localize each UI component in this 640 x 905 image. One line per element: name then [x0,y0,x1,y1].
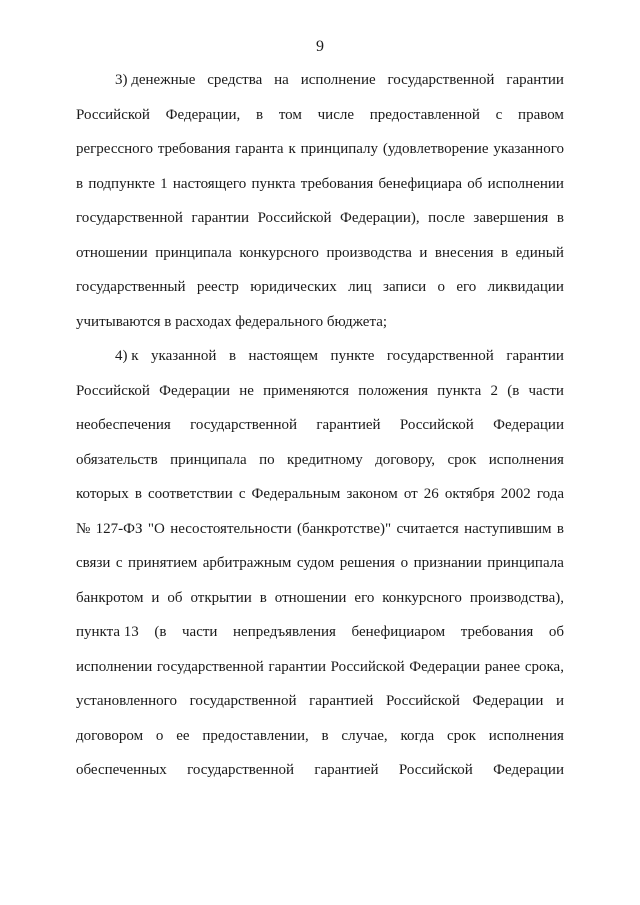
word: в [321,727,329,744]
word: кредитному [287,451,363,468]
word: 127-ФЗ [95,520,143,537]
word: (в [507,382,520,399]
paragraph [76,70,564,346]
word: после [428,210,465,226]
word: государственной [76,210,183,226]
word: гарантии [268,658,327,675]
word: отношении [76,244,148,261]
word: применяются [263,382,350,399]
text-line [76,415,564,450]
text-line [76,553,564,588]
word: Российской [76,106,150,123]
text-line [76,588,564,623]
word: средства [207,72,263,88]
word: конкурсного [382,589,462,606]
text-line [76,243,564,278]
word: том [278,106,302,123]
word: положения [358,382,429,399]
word: года [536,486,564,502]
word: в [76,175,84,192]
word: Федерации, [165,106,241,123]
word: принципалу [300,141,379,157]
word: в [556,210,564,226]
word: требования [157,141,231,157]
word: Федерации [159,382,230,399]
word: арбитражным [202,555,292,571]
word: с [115,555,123,571]
word: учитываются в расходах федерального бюджета; [76,313,388,330]
word: Федерации [493,762,564,778]
word: 2 [490,382,498,399]
text-line [76,174,564,209]
word: срок [447,727,476,744]
word: о [155,727,164,744]
word: бенефициара [378,175,463,192]
word: 2002 [500,486,531,502]
word: государственной [156,658,264,675]
word: государственной [187,762,294,778]
word: и [151,589,160,606]
word: принципала [170,451,247,468]
word: (удовлетворение [382,141,489,157]
word: соответствии [147,486,233,502]
word: исполнения [488,451,564,468]
text-line [76,760,564,795]
word: в [501,244,509,261]
word: связи [76,555,111,571]
word: гарантией [316,417,381,433]
text-line [76,484,564,519]
word: от [403,486,418,502]
word: отношении [274,589,347,606]
word: внесения [434,244,494,261]
word: Федеральным [251,486,341,502]
word: которых [76,486,129,502]
page-number: 9 [316,38,324,55]
word: обеспеченных [76,762,167,778]
word: пункта [437,382,482,399]
word: завершения [473,210,549,226]
word: с [238,486,246,502]
word: ликвидации [487,279,564,295]
word: гарантией [309,693,374,709]
word: установленного [76,693,177,709]
word: наступившим [464,520,552,537]
word: об [467,175,483,192]
word: указанного [493,141,564,157]
word: предоставлении, [202,727,309,744]
word: 26 [423,486,439,502]
word: гарантии [191,210,250,226]
word: пункта [251,175,296,192]
word: 4) к [115,348,139,364]
word: когда [400,727,435,744]
word: регрессного [76,141,153,157]
text-line [76,277,564,312]
text-line [76,726,564,761]
word: гарантией [314,762,379,778]
document-body [76,70,564,795]
word: Федерации), [340,210,420,226]
word: договору, [375,451,436,468]
word: государственной [387,72,495,88]
word: октября [444,486,495,502]
word: принципала [155,244,232,261]
text-line [76,381,564,416]
word: лиц [348,279,372,295]
word: о [400,555,409,571]
word: гарантии [506,348,564,364]
word: предоставленной [369,106,480,123]
word: настоящем [248,348,319,364]
text-line [76,139,564,174]
word: срок [447,451,477,468]
word: ее [176,727,190,744]
word: ранее [484,658,521,675]
word: его [354,589,375,606]
word: принятием [128,555,198,571]
word: в [259,589,267,606]
text-line [76,105,564,140]
word: № [76,520,91,537]
word: Российской [399,417,474,433]
word: Российской [330,658,405,675]
text-line [76,346,564,381]
word: срока, [524,658,564,675]
text-line [76,519,564,554]
word: несостоятельности [170,520,292,537]
word: настоящего [172,175,247,192]
word: с [495,106,503,123]
text-line [76,70,564,105]
word: исполнении [76,658,153,675]
word: Федерации [409,658,481,675]
word: о [437,279,445,295]
word: пункте [330,348,375,364]
word: об [548,624,564,640]
word: юридических [250,279,337,295]
word: договором [76,727,144,744]
word: правом [518,106,564,123]
word: Российской [76,382,150,399]
text-line [76,622,564,657]
word: необеспечения [76,417,171,433]
word: на [274,72,289,88]
word: требования [300,175,374,192]
word: Федерации [472,693,544,709]
word: банкротом [76,589,144,606]
word: и [419,244,428,261]
word: Российской [398,762,473,778]
word: гарантии [506,72,564,88]
word: Российской [385,693,460,709]
word: 1 [160,175,168,192]
word: признании [413,555,482,571]
word: Федерации [493,417,564,433]
text-line [76,312,564,347]
text-line [76,208,564,243]
word: считается [396,520,459,537]
word: указанной [151,348,217,364]
word: пункта 13 [76,624,139,640]
word: обязательств [76,451,158,468]
word: судом [296,555,335,571]
word: исполнения [488,727,564,744]
word: Российской [257,210,332,226]
word: в [256,106,264,123]
word: "О [147,520,165,537]
word: в [134,486,142,502]
word: случае, [341,727,388,744]
word: части [182,624,218,640]
word: государственной [189,693,297,709]
word: решения [339,555,396,571]
word: непредъявления [233,624,336,640]
word: в [556,520,564,537]
word: числе [317,106,355,123]
word: 3) денежные [115,72,196,88]
word: исполнение [300,72,376,88]
word: государственной [386,348,494,364]
word: гаранта [235,141,284,157]
word: реестр [196,279,239,295]
word: требования [460,624,534,640]
word: не [239,382,254,399]
word: к [288,141,296,157]
word: и [555,693,564,709]
word: конкурсного [239,244,319,261]
word: (в [154,624,167,640]
word: государственной [190,417,297,433]
word: по [259,451,275,468]
word: бенефициаром [351,624,446,640]
word: (банкротстве)" [297,520,392,537]
text-line [76,657,564,692]
word: его [456,279,477,295]
paragraph [76,346,564,795]
word: подпункте [88,175,155,192]
word: записи [383,279,427,295]
word: производства), [469,589,564,606]
word: в [228,348,237,364]
word: производства [326,244,412,261]
word: открытии [190,589,252,606]
word: части [528,382,564,399]
word: исполнении [487,175,564,192]
word: принципала [487,555,564,571]
word: государственный [76,279,186,295]
word: единый [515,244,564,261]
word: законом [346,486,398,502]
text-line [76,450,564,485]
text-line [76,691,564,726]
word: об [167,589,183,606]
